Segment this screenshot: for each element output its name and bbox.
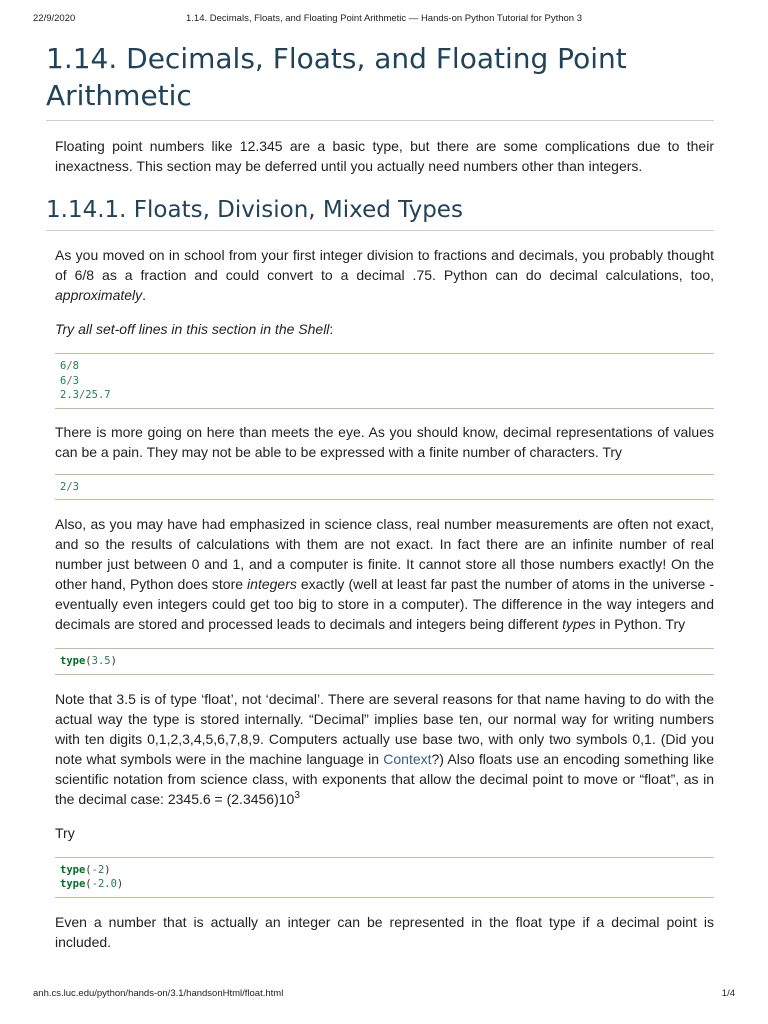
code-line: 6/8 bbox=[60, 360, 79, 372]
page-number: 1/4 bbox=[721, 988, 735, 999]
shell-instruction: Try all set-off lines in this section in the Shell: bbox=[55, 321, 334, 337]
page-title: 1.14. Decimals, Floats, and Floating Point Arithmetic bbox=[46, 40, 714, 121]
code-line: type(-2.0) bbox=[60, 878, 124, 890]
paragraph-inexact-measurements: Also, as you may have had emphasized in science class, real number measurements are often not exact, and so the results of calculations with them are not exact. In fact there are an infinite number of real number just between 0 and 1, and a computer is finite. It cannot store all those numbers exactly! On the other hand, Python does store integers exactly (well at least far past the number of atoms in the universe - eventually even integers could get too big to store in a computer). The difference in the way integers and decimals are stored and processed leads to decimals and integers being different types in Python. Try bbox=[55, 516, 714, 632]
print-footer bbox=[0, 988, 768, 1002]
code-block-type-float bbox=[55, 648, 714, 675]
print-date: 22/9/2020 bbox=[33, 13, 76, 24]
paragraph-decimal-representation: There is more going on here than meets the eye. As you should know, decimal representations of values can be a pain. They may not be able to be expressed with a finite number of characters. Try bbox=[55, 423, 714, 460]
exponent-superscript: 3 bbox=[294, 789, 300, 801]
code-block-type-negative bbox=[55, 857, 714, 898]
code-line: type(3.5) bbox=[60, 655, 117, 667]
print-url: anh.cs.luc.edu/python/hands-on/3.1/handsonHtml/float.html bbox=[33, 988, 284, 999]
code-line: 2/3 bbox=[60, 480, 79, 493]
code-block-division bbox=[55, 353, 714, 409]
code-block-two-thirds bbox=[55, 474, 714, 501]
section-heading: 1.14.1. Floats, Division, Mixed Types bbox=[46, 195, 714, 231]
code-line: 2.3/25.7 bbox=[60, 389, 111, 401]
intro-paragraph: Floating point numbers like 12.345 are a basic type, but there are some complications due to their inexactness. This section may be deferred until you actually need numbers other than integers. bbox=[55, 138, 714, 174]
paragraph-try: Try bbox=[55, 824, 75, 841]
print-header bbox=[0, 13, 768, 29]
document-body bbox=[46, 40, 714, 952]
code-line: type(-2) bbox=[60, 863, 111, 876]
paragraph-integer-as-float: Even a number that is actually an integer can be represented in the float type if a decimal point is included. bbox=[55, 913, 714, 950]
context-link[interactable]: Context bbox=[383, 750, 432, 767]
code-line: 6/3 bbox=[60, 374, 79, 387]
print-page-title: 1.14. Decimals, Floats, and Floating Point Arithmetic — Hands-on Python Tutorial for Python 3 bbox=[185, 13, 583, 24]
paragraph-division-intro: As you moved on in school from your first integer division to fractions and decimals, you probably thought of 6/8 as a fraction and could convert to a decimal .75. Python can do decimal calculations, too, approximately. bbox=[55, 247, 714, 303]
paragraph-float-type-note: Note that 3.5 is of type ‘float’, not ‘decimal’. There are several reasons for that name having to do with the actual way the type is stored internally. “Decimal” implies base ten, our normal way for writing numbers with ten digits 0,1,2,3,4,5,6,7,8,9. Computers actually use base two, with only two symbols 0,1. (Did you note what symbols were in the machine language in Context?) Also floats use an encoding something like scientific notation from science class, with exponents that allow the decimal point to move or “float”, as in the decimal case: $2345.6 = (2.3456)10^3$ bbox=[55, 690, 714, 807]
